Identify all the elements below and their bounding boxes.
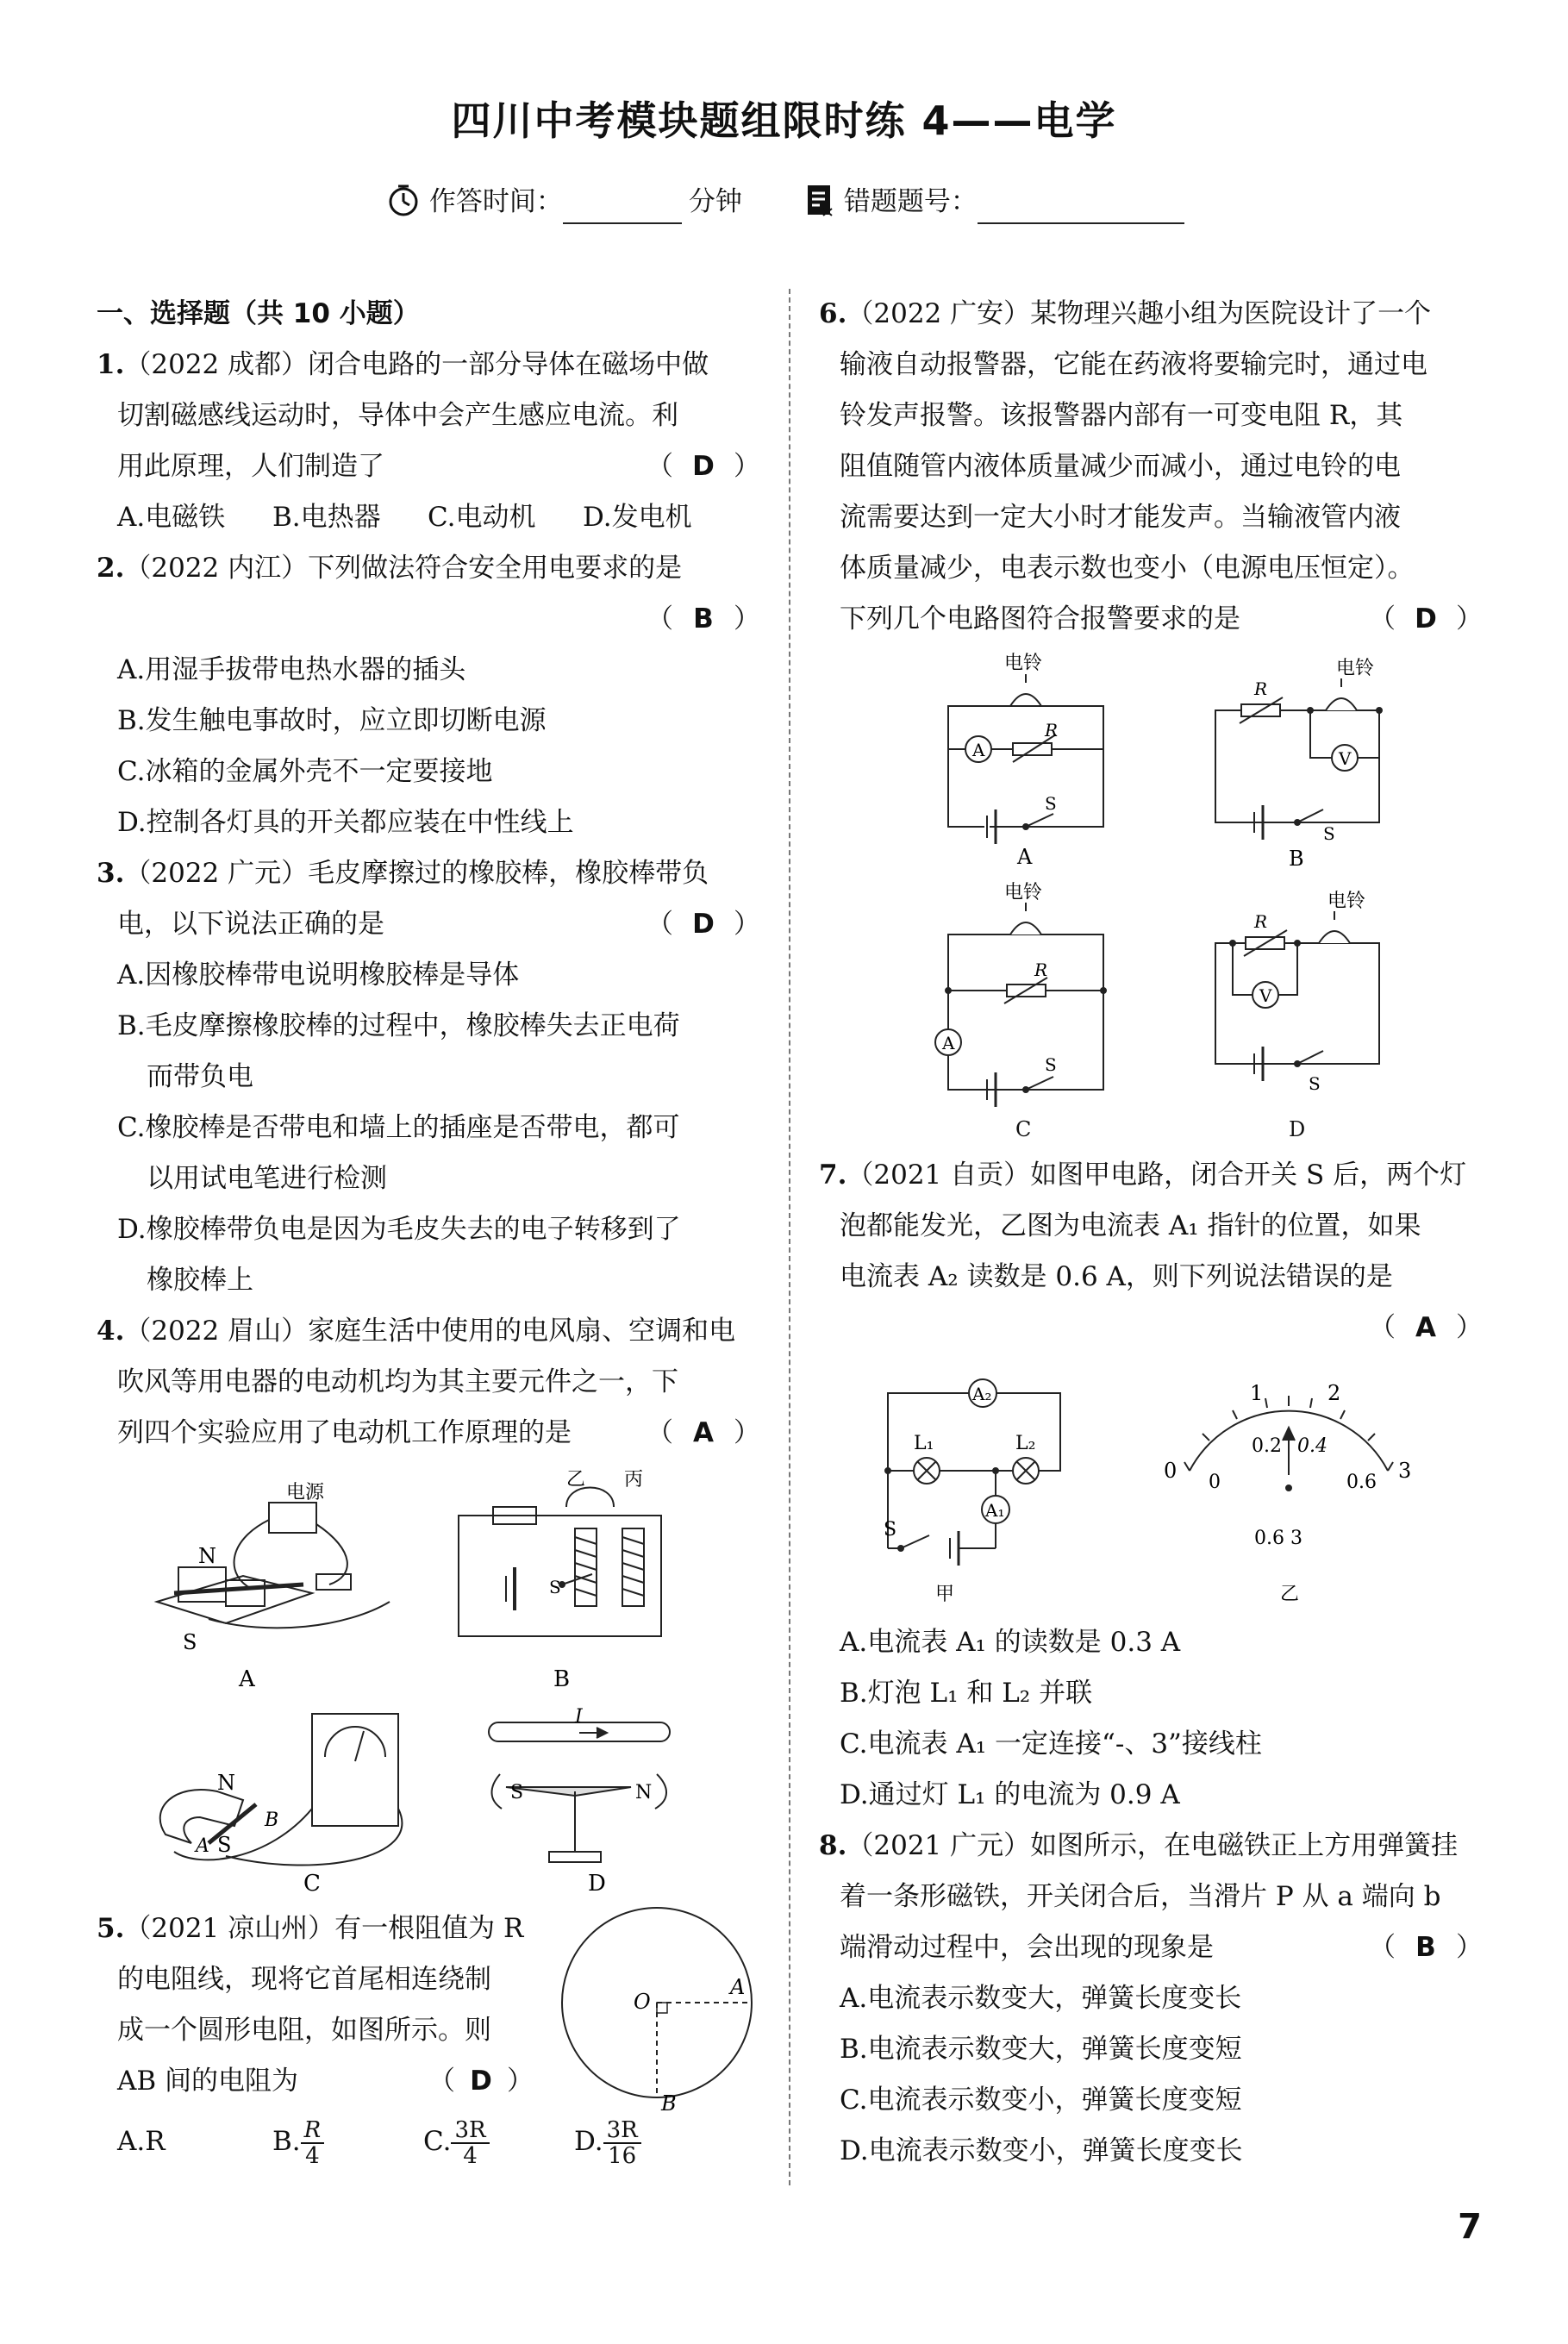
- wrong-label: 错题题号：: [843, 186, 978, 217]
- q6-c-ammeter: A: [942, 1033, 955, 1053]
- question-2: [97, 543, 760, 848]
- q4-fig-b: [459, 1488, 661, 1637]
- time-unit: 分钟: [688, 186, 742, 217]
- q4-fig-a-source: 电源: [286, 1482, 325, 1503]
- q7-dial-outer-3: 3: [1398, 1459, 1412, 1483]
- q6-b-voltmeter: V: [1339, 748, 1352, 769]
- q5-fig-o: O: [634, 1990, 651, 2014]
- q6-number: 6.: [819, 298, 847, 329]
- q1-option-d[interactable]: D.发电机: [583, 502, 692, 533]
- q7-fig-l1: L₁: [914, 1433, 934, 1454]
- q5-fig-a: A: [730, 1975, 746, 1999]
- q7-fig-yi: 乙: [1280, 1584, 1300, 1605]
- q1-line-2: 切割磁感线运动时，导体中会产生感应电流。利: [117, 400, 678, 431]
- q5-line-1: （2021 凉山州）有一根阻值为 R: [124, 1913, 524, 1944]
- q4-label-c: C: [303, 1871, 321, 1895]
- q6-circuit-d: [1215, 911, 1379, 1081]
- q6-a-r: R: [1045, 720, 1059, 741]
- q5-answer-value: D: [470, 2066, 492, 2097]
- q6-d-voltmeter: V: [1259, 985, 1272, 1006]
- time-blank[interactable]: [563, 222, 682, 224]
- q7-dial-inner-1: 0.2: [1252, 1435, 1282, 1457]
- q4-fig-a-n: N: [198, 1544, 216, 1568]
- column-divider: [789, 289, 790, 2185]
- q2-option-a[interactable]: A.用湿手拔带电热水器的插头: [117, 654, 466, 685]
- q5-option-c-den: 4: [463, 2142, 478, 2169]
- q5-fig-b: B: [661, 2091, 677, 2110]
- q4-fig-c-n: N: [217, 1771, 235, 1795]
- q3-option-b[interactable]: B.毛皮摩擦橡胶棒的过程中，橡胶棒失去正电荷: [117, 1010, 680, 1041]
- q4-fig-b-s: S: [549, 1577, 561, 1597]
- page-title: 四川中考模块题组限时练 4——电学: [451, 97, 1117, 144]
- question-6: [819, 289, 1483, 1145]
- q4-line-1: （2022 眉山）家庭生活中使用的电风扇、空调和电: [124, 1316, 736, 1347]
- q6-c-s: S: [1045, 1054, 1057, 1075]
- q4-label-d: D: [588, 1871, 606, 1895]
- q4-answer: （ A ）: [647, 1408, 760, 1459]
- q3-option-c-cont: 以用试电笔进行检测: [147, 1163, 387, 1194]
- question-3: [97, 848, 760, 1306]
- q1-answer-value: D: [692, 451, 715, 482]
- q4-fig-d-n: N: [635, 1782, 653, 1803]
- q5-answer: （ D ）: [428, 2056, 534, 2107]
- q6-figure: [819, 650, 1483, 1145]
- q5-options: [97, 2107, 760, 2176]
- q3-option-c[interactable]: C.橡胶棒是否带电和墙上的插座是否带电，都可: [117, 1112, 680, 1143]
- q5-option-b-prefix: B.: [272, 2126, 301, 2157]
- answer-time-field: [386, 179, 742, 224]
- q6-label-a: A: [1017, 845, 1033, 869]
- q7-answer-value: A: [1415, 1312, 1436, 1343]
- q7-fig-a2: A₂: [972, 1384, 992, 1404]
- q5-option-b-num: R: [301, 2118, 325, 2144]
- q7-option-c[interactable]: C.电流表 A₁ 一定连接“-、3”接线柱: [840, 1728, 1262, 1760]
- q6-label-b: B: [1289, 847, 1304, 871]
- notebook-icon: [806, 183, 835, 224]
- question-4: [97, 1306, 760, 1898]
- q5-option-d[interactable]: [574, 2116, 641, 2169]
- question-7: [819, 1150, 1483, 1821]
- q7-option-d[interactable]: D.通过灯 L₁ 的电流为 0.9 A: [840, 1779, 1180, 1810]
- q6-label-d: D: [1289, 1117, 1306, 1141]
- q7-dial-inner-0: 0: [1209, 1472, 1221, 1493]
- q6-d-bell: 电铃: [1327, 891, 1366, 912]
- q4-fig-d-i: I: [575, 1706, 583, 1728]
- time-label: 作答时间：: [428, 186, 563, 217]
- page-number: 7: [1458, 2207, 1482, 2247]
- q1-line-1: （2022 成都）闭合电路的一部分导体在磁场中做: [124, 349, 709, 380]
- q2-answer-value: B: [693, 603, 714, 634]
- right-column: [819, 289, 1483, 2177]
- q4-fig-a-s: S: [183, 1630, 197, 1654]
- q3-option-b-cont: 而带负电: [147, 1061, 253, 1092]
- q6-line-1: （2022 广安）某物理兴趣小组为医院设计了一个: [846, 298, 1432, 329]
- q6-circuits: [819, 650, 1483, 1116]
- q4-fig-c-a: A: [196, 1835, 209, 1857]
- q6-line-4: 阻值随管内液体质量减少而减小，通过电铃的电: [840, 451, 1401, 482]
- q7-circuit-jia: [885, 1379, 1060, 1566]
- q8-option-a[interactable]: A.电流表示数变大，弹簧长度变长: [840, 1983, 1242, 2014]
- q7-line-3: 电流表 A₂ 读数是 0.6 A，则下列说法错误的是: [840, 1261, 1393, 1292]
- q2-option-d[interactable]: D.控制各灯具的开关都应装在中性线上: [117, 807, 574, 838]
- q6-line-6: 体质量减少，电表示数也变小（电源电压恒定）。: [840, 553, 1415, 584]
- q3-line-2: 电，以下说法正确的是: [117, 909, 384, 940]
- q5-circle-figure: [558, 1895, 765, 2110]
- q7-dial-inner-3: 0.6: [1346, 1472, 1377, 1493]
- q6-circuit-c: [935, 903, 1106, 1107]
- q7-diagram: [819, 1359, 1483, 1609]
- wrong-blank[interactable]: [978, 222, 1184, 224]
- q4-fig-c-s: S: [217, 1833, 232, 1857]
- q6-a-bell: 电铃: [1004, 653, 1043, 674]
- q7-fig-a1: A₁: [985, 1500, 1005, 1521]
- q5-option-c[interactable]: [423, 2107, 574, 2176]
- q5-option-d-prefix: D.: [574, 2126, 603, 2157]
- question-5: [97, 1903, 760, 2176]
- q3-option-a[interactable]: A.因橡胶棒带电说明橡胶棒是导体: [117, 959, 520, 991]
- q6-circuit-b: [1215, 678, 1382, 840]
- q1-answer: （ D ）: [647, 441, 760, 492]
- q5-line-2: 的电阻线，现将它首尾相连绕制: [117, 1964, 491, 1995]
- q1-option-a[interactable]: A.电磁铁: [117, 502, 226, 533]
- q4-label-b: B: [553, 1666, 571, 1692]
- q7-line-1: （2021 自贡）如图甲电路，闭合开关 S 后，两个灯: [846, 1159, 1467, 1191]
- q5-line-3: 成一个圆形电阻，如图所示。则: [117, 2015, 491, 2046]
- q7-number: 7.: [819, 1159, 847, 1191]
- q5-number: 5.: [97, 1913, 125, 1944]
- q5-option-a[interactable]: A.R: [117, 2126, 166, 2157]
- q3-line-1: （2022 广元）毛皮摩擦过的橡胶棒，橡胶棒带负: [124, 858, 709, 889]
- q7-fig-l2: L₂: [1015, 1433, 1036, 1454]
- q7-fig-jia: 甲: [935, 1584, 955, 1605]
- q6-circuit-a: [948, 674, 1103, 844]
- q6-label-c: C: [1015, 1117, 1032, 1141]
- q6-b-s: S: [1323, 823, 1335, 844]
- q8-answer: （ B ）: [1369, 1922, 1483, 1973]
- q6-d-s: S: [1309, 1073, 1321, 1094]
- q3-answer-value: D: [692, 909, 715, 940]
- q2-line: （2022 内江）下列做法符合安全用电要求的是: [124, 553, 683, 584]
- q2-option-c[interactable]: C.冰箱的金属外壳不一定要接地: [117, 756, 493, 787]
- q4-answer-value: A: [693, 1417, 714, 1448]
- q4-fig-b-yi: 乙: [566, 1469, 586, 1491]
- q4-line-3: 列四个实验应用了电动机工作原理的是: [117, 1417, 572, 1448]
- q6-answer: （ D ）: [1369, 594, 1483, 645]
- q7-dial-inner-2: 0.4: [1297, 1435, 1327, 1457]
- q6-c-bell: 电铃: [1004, 882, 1043, 903]
- q7-option-b[interactable]: B.灯泡 L₁ 和 L₂ 并联: [840, 1678, 1093, 1709]
- q2-number: 2.: [97, 553, 125, 584]
- question-1: [97, 340, 760, 543]
- q5-option-b[interactable]: [272, 2107, 423, 2176]
- q4-figure: [97, 1464, 760, 1898]
- q7-fig-s: S: [884, 1519, 897, 1541]
- q6-b-bell: 电铃: [1336, 658, 1375, 679]
- q4-number: 4.: [97, 1316, 125, 1347]
- q7-dial-outer-0: 0: [1164, 1459, 1178, 1483]
- q8-line-1: （2021 广元）如图所示，在电磁铁正上方用弹簧挂: [846, 1830, 1459, 1861]
- q2-option-b[interactable]: B.发生触电事故时，应立即切断电源: [117, 705, 547, 736]
- q7-line-2: 泡都能发光，乙图为电流表 A₁ 指针的位置，如果: [840, 1210, 1421, 1241]
- q8-option-d[interactable]: D.电流表示数变小，弹簧长度变长: [840, 2135, 1243, 2166]
- q6-a-s: S: [1045, 793, 1057, 814]
- q6-d-r: R: [1254, 911, 1268, 932]
- q1-number: 1.: [97, 349, 125, 380]
- q8-option-c[interactable]: C.电流表示数变小，弹簧长度变短: [840, 2085, 1242, 2116]
- q5-option-d-num: 3R: [603, 2118, 641, 2144]
- q4-line-2: 吹风等用电器的电动机均为其主要元件之一，下: [117, 1366, 678, 1397]
- q4-fig-a: [157, 1503, 390, 1628]
- q6-answer-value: D: [1415, 603, 1437, 634]
- q8-line-2: 着一条形磁铁，开关闭合后，当滑片 P 从 a 端向 b: [840, 1881, 1441, 1912]
- q6-line-7: 下列几个电路图符合报警要求的是: [840, 603, 1240, 634]
- q1-option-c[interactable]: C.电动机: [428, 502, 536, 533]
- q3-option-d[interactable]: D.橡胶棒带负电是因为毛皮失去的电子转移到了: [117, 1214, 681, 1245]
- q4-fig-b-bing: 丙: [624, 1469, 644, 1491]
- q4-diagram: [97, 1464, 760, 1895]
- q8-answer-value: B: [1415, 1932, 1436, 1963]
- q5-option-c-num: 3R: [451, 2118, 489, 2144]
- q6-line-5: 流需要达到一定大小时才能发声。当输液管内液: [840, 502, 1401, 533]
- q6-line-2: 输液自动报警器，它能在药液将要输完时，通过电: [840, 349, 1427, 380]
- question-8: [819, 1821, 1483, 2177]
- q1-line-3: 用此原理，人们制造了: [117, 451, 384, 482]
- q4-label-a: A: [239, 1666, 255, 1692]
- q3-answer: （ D ）: [647, 899, 760, 950]
- q8-number: 8.: [819, 1830, 847, 1861]
- q6-b-r: R: [1254, 678, 1268, 699]
- q7-answer: （ A ）: [1369, 1303, 1483, 1353]
- q5-option-b-den: 4: [305, 2142, 320, 2169]
- q4-fig-d-s: S: [510, 1782, 524, 1803]
- q4-fig-c-b: B: [265, 1810, 279, 1831]
- q7-dial-outer-2: 2: [1327, 1381, 1341, 1405]
- q7-dial-terminals: 0.6 3: [1254, 1528, 1303, 1549]
- q7-option-a[interactable]: A.电流表 A₁ 的读数是 0.3 A: [840, 1627, 1181, 1658]
- clock-icon: [386, 183, 421, 224]
- q5-line-4: AB 间的电阻为: [117, 2066, 299, 2097]
- q5-option-d-den: 16: [608, 2142, 637, 2169]
- q6-a-ammeter: A: [972, 740, 985, 760]
- q8-line-3: 端滑动过程中，会出现的现象是: [840, 1932, 1214, 1963]
- q8-option-b[interactable]: B.电流表示数变大，弹簧长度变短: [840, 2034, 1242, 2065]
- q6-line-3: 铃发声报警。该报警器内部有一可变电阻 R，其: [840, 400, 1403, 431]
- q3-number: 3.: [97, 858, 125, 889]
- q1-options: [97, 492, 760, 543]
- q2-answer: （ B ）: [647, 594, 760, 645]
- q5-option-c-prefix: C.: [423, 2126, 452, 2157]
- left-column: [97, 289, 760, 2176]
- q6-c-r: R: [1034, 959, 1048, 980]
- q3-option-d-cont: 橡胶棒上: [147, 1265, 253, 1296]
- q1-option-b[interactable]: B.电热器: [272, 502, 381, 533]
- q7-figure: [819, 1359, 1483, 1612]
- q7-dial-outer-1: 1: [1250, 1381, 1264, 1405]
- wrong-question-field: [806, 179, 1184, 224]
- section-title: 一、选择题（共 10 小题）: [97, 298, 420, 329]
